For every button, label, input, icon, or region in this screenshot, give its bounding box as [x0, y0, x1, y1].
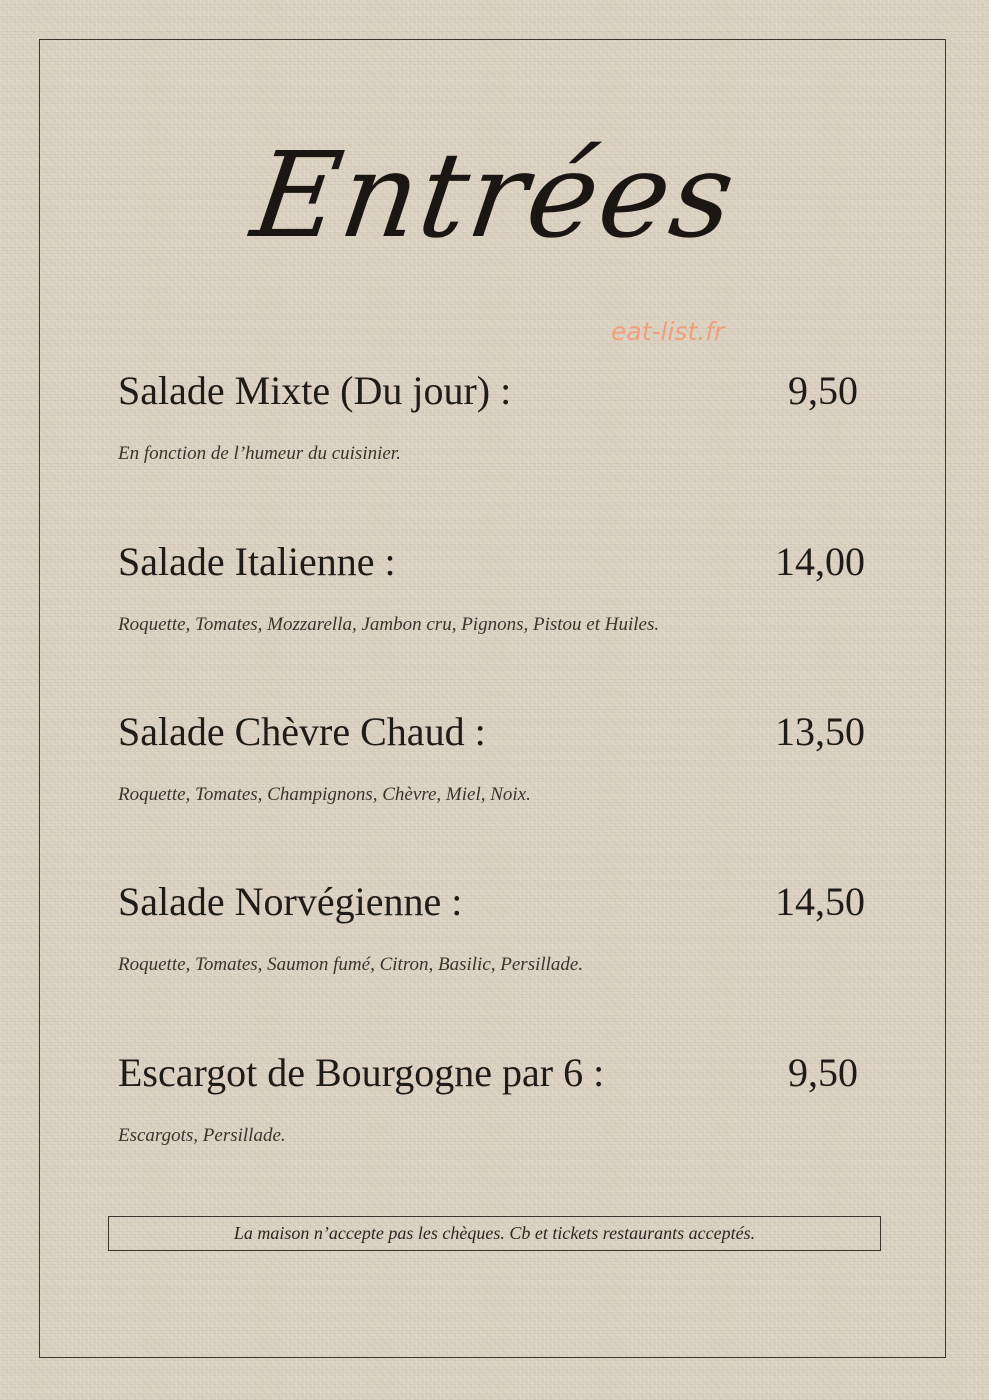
watermark: eat-list.fr	[611, 317, 725, 346]
payment-notice: La maison n’accepte pas les chèques. Cb et tickets restaurants acceptés.	[108, 1216, 881, 1251]
menu-item-description-salade-mixte: En fonction de l’humeur du cuisinier.	[118, 443, 401, 464]
menu-item-price-salade-mixte: 9,50	[788, 368, 858, 413]
menu-item-price-salade-italienne: 14,00	[775, 539, 865, 584]
menu-item-price-salade-chevre-chaud: 13,50	[775, 709, 865, 754]
menu-item-name-salade-norvegienne: Salade Norvégienne :	[118, 879, 463, 924]
menu-item-description-salade-italienne: Roquette, Tomates, Mozzarella, Jambon cru, Pignons, Pistou et Huiles.	[118, 614, 660, 635]
menu-item-description-salade-norvegienne: Roquette, Tomates, Saumon fumé, Citron, Basilic, Persillade.	[118, 954, 584, 975]
menu-title: Entrées	[244, 126, 745, 264]
menu-item-name-salade-chevre-chaud: Salade Chèvre Chaud :	[118, 709, 486, 754]
menu-item-name-salade-italienne: Salade Italienne :	[118, 539, 396, 584]
menu-item-name-escargot-de-bourgogne: Escargot de Bourgogne par 6 :	[118, 1050, 605, 1095]
menu-item-description-salade-chevre-chaud: Roquette, Tomates, Champignons, Chèvre, Miel, Noix.	[118, 784, 531, 805]
menu-item-name-salade-mixte: Salade Mixte (Du jour) :	[118, 368, 512, 413]
menu-item-price-escargot-de-bourgogne: 9,50	[788, 1050, 858, 1095]
menu-item-price-salade-norvegienne: 14,50	[775, 879, 865, 924]
menu-item-description-escargot-de-bourgogne: Escargots, Persillade.	[118, 1125, 286, 1146]
